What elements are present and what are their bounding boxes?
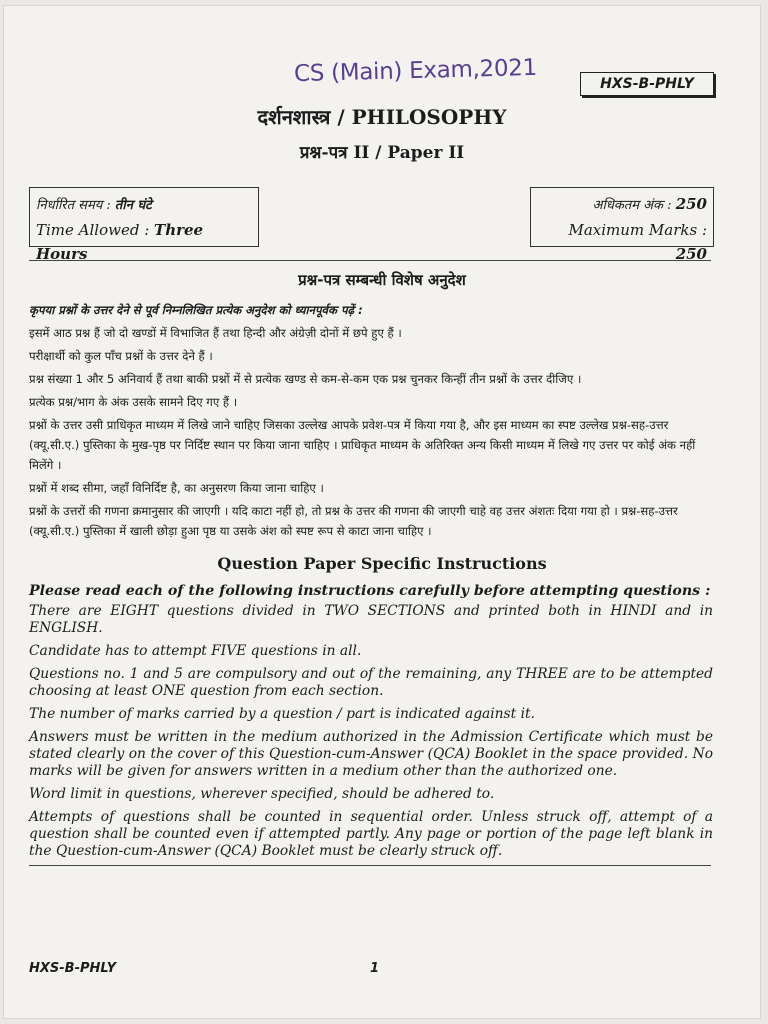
hindi-item: प्रश्नों के उत्तरों की गणना क्रमानुसार की जाएगी । यदि काटा नहीं हो, तो प्रश्न के उत्तर की गणना की जाएगी चाहे वह उत्तर अंशतः दिया गया हो । प्रश्न-सह-उत्तर (क्यू.सी.ए.) पुस्तिका में खाली छोड़ा हुआ पृष्ठ या उसके अंश को स्पष्ट रूप से काटा जाना चाहिए । (29, 504, 678, 538)
paper-number: प्रश्न-पत्र II / Paper II (299, 143, 465, 163)
hindi-item: प्रश्नों में शब्द सीमा, जहाँ विनिर्दिष्ट है, का अनुसरण किया जाना चाहिए । (29, 481, 324, 495)
maximum-marks-box (530, 187, 714, 263)
footer-paper-code: HXS-B-PHLY (29, 961, 117, 976)
time-label: Time Allowed : (36, 221, 155, 239)
time-hindi-label: निर्धारित समय : (36, 198, 115, 213)
marks-hindi-label: अधिकतम अंक : (592, 198, 676, 213)
english-item: Word limit in questions, wherever specified, should be adhered to. (29, 786, 495, 802)
divider-top (29, 260, 711, 261)
hindi-item: प्रत्येक प्रश्न/भाग के अंक उसके सामने दिए गए हैं । (29, 395, 238, 409)
english-item: Questions no. 1 and 5 are compulsory and out of the remaining, any THREE are to be attempted choosing at least ONE question from each section. (29, 666, 713, 699)
marks-hindi-line (537, 192, 707, 218)
page-title: दर्शनशास्त्र / PHILOSOPHY (257, 105, 507, 129)
marks-value: 250 (675, 245, 707, 263)
english-item: Attempts of questions shall be counted in sequential order. Unless struck off, attempt of a question shall be counted even if attempted partly. Any page or portion of the page left blank in the Question-cum-Answer (QCA) Booklet must be clearly struck off. (29, 809, 713, 859)
time-hindi-line (36, 192, 252, 218)
hindi-item: प्रश्नों के उत्तर उसी प्राधिकृत माध्यम में लिखे जाने चाहिए जिसका उल्लेख आपके प्रवेश-पत्र में किया गया है, और इस माध्यम का स्पष्ट उल्लेख प्रश्न-सह-उत्तर (क्यू.सी.ए.) पुस्तिका के मुख-पृष्ठ पर निर्दिष्ट स्थान पर किया जाना चाहिए । प्राधिकृत माध्यम के अतिरिक्त अन्य किसी माध्यम में लिखे गए उत्तर पर कोई अंक नहीं मिलेंगे । (29, 418, 696, 472)
hindi-lead: कृपया प्रश्नों के उत्तर देने से पूर्व निम्नलिखित प्रत्येक अनुदेश को ध्यानपूर्वक पढ़ें : (29, 303, 363, 317)
english-instructions-heading: Question Paper Specific Instructions (217, 554, 547, 573)
english-item: Answers must be written in the medium authorized in the Admission Certificate which must be stated clearly on the cover of this Question-cum-Answer (QCA) Booklet in the space provided. No marks will be given for answers written in a medium other than the authorized one. (29, 729, 713, 779)
english-item: The number of marks carried by a question / part is indicated against it. (29, 706, 535, 722)
time-allowed-box (29, 187, 259, 263)
hindi-instructions (29, 300, 713, 544)
exam-page (4, 6, 760, 1018)
english-instructions (29, 583, 713, 866)
hindi-item: इसमें आठ प्रश्न हैं जो दो खण्डों में विभाजित हैं तथा हिन्दी और अंग्रेज़ी दोनों में छपे हुए हैं । (29, 326, 402, 340)
marks-label: Maximum Marks : (568, 221, 707, 239)
marks-hindi-value: 250 (675, 195, 707, 213)
time-english-line (36, 218, 252, 266)
english-item: There are EIGHT questions divided in TWO SECTIONS and printed both in HINDI and in ENGLISH. (29, 603, 713, 636)
paper-code-box: HXS-B-PHLY (580, 72, 714, 96)
page-number: 1 (370, 961, 380, 976)
hindi-instructions-heading: प्रश्न-पत्र सम्बन्धी विशेष अनुदेश (298, 271, 466, 289)
time-value: Three Hours (36, 221, 204, 263)
time-hindi-value: तीन घंटे (114, 198, 152, 213)
divider-bottom (29, 865, 711, 866)
exam-stamp: CS (Main) Exam,2021 (293, 54, 538, 88)
english-item: Candidate has to attempt FIVE questions in all. (29, 643, 362, 659)
hindi-item: प्रश्न संख्या 1 और 5 अनिवार्य हैं तथा बाकी प्रश्नों में से प्रत्येक खण्ड से कम-से-कम एक प्रश्न चुनकर किन्हीं तीन प्रश्नों के उत्तर दीजिए । (29, 372, 582, 386)
marks-english-line (537, 218, 707, 266)
english-lead: Please read each of the following instructions carefully before attempting questions : (29, 583, 711, 599)
hindi-item: परीक्षार्थी को कुल पाँच प्रश्नों के उत्तर देने हैं । (29, 349, 213, 363)
